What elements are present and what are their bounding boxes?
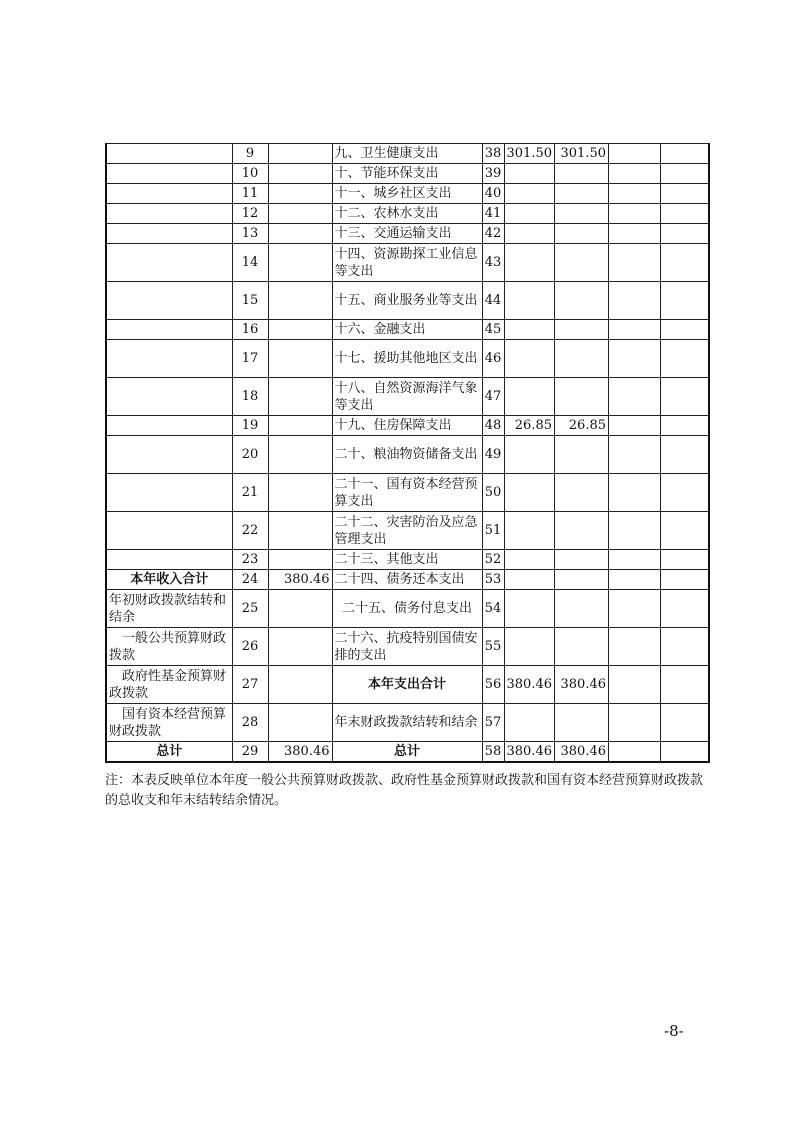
general-budget-amount (555, 164, 609, 184)
income-label: 年初财政拨款结转和结余 (106, 590, 232, 628)
general-budget-amount (555, 204, 609, 224)
expenditure-item: 二十四、债务还本支出 (332, 570, 482, 590)
table-row (106, 590, 709, 628)
empty-cell (661, 590, 709, 628)
expenditure-line-no: 56 (482, 666, 504, 704)
expenditure-line-no: 47 (482, 378, 504, 416)
expenditure-item: 十三、交通运输支出 (332, 224, 482, 244)
expenditure-total (504, 550, 555, 570)
expenditure-total (504, 282, 555, 320)
general-budget-amount: 380.46 (555, 666, 609, 704)
income-label: 一般公共预算财政拨款 (106, 628, 232, 666)
expenditure-total (504, 340, 555, 378)
general-budget-amount: 301.50 (555, 144, 609, 164)
expenditure-line-no: 53 (482, 570, 504, 590)
expenditure-item: 总计 (332, 742, 482, 762)
empty-cell (609, 164, 661, 184)
income-label (106, 340, 232, 378)
expenditure-total (504, 164, 555, 184)
income-amount (268, 512, 332, 550)
income-line-no: 9 (232, 144, 268, 164)
table-footnote: 注：本表反映单位本年度一般公共预算财政拨款、政府性基金预算财政拨款和国有资本经营预算财政拨款的总收支和年末结转结余情况。 (105, 773, 704, 808)
expenditure-line-no: 38 (482, 144, 504, 164)
expenditure-item: 十五、商业服务业等支出 (332, 282, 482, 320)
expenditure-total (504, 378, 555, 416)
empty-cell (609, 512, 661, 550)
table-row (106, 704, 709, 742)
table-row (106, 144, 709, 164)
income-amount (268, 550, 332, 570)
income-label (106, 512, 232, 550)
income-line-no: 10 (232, 164, 268, 184)
income-line-no: 14 (232, 244, 268, 282)
expenditure-line-no: 45 (482, 320, 504, 340)
empty-cell (661, 184, 709, 204)
expenditure-item: 年末财政拨款结转和结余 (332, 704, 482, 742)
expenditure-line-no: 46 (482, 340, 504, 378)
table-row (106, 436, 709, 474)
income-line-no: 18 (232, 378, 268, 416)
expenditure-item: 二十一、国有资本经营预算支出 (332, 474, 482, 512)
general-budget-amount (555, 340, 609, 378)
empty-cell (609, 628, 661, 666)
empty-cell (661, 244, 709, 282)
empty-cell (609, 436, 661, 474)
expenditure-item: 二十、粮油物资储备支出 (332, 436, 482, 474)
income-amount (268, 666, 332, 704)
table-row (106, 244, 709, 282)
empty-cell (609, 378, 661, 416)
income-label (106, 474, 232, 512)
empty-cell (609, 282, 661, 320)
general-budget-amount (555, 474, 609, 512)
income-amount (268, 320, 332, 340)
expenditure-total: 301.50 (504, 144, 555, 164)
income-amount (268, 164, 332, 184)
income-label (106, 320, 232, 340)
empty-cell (661, 282, 709, 320)
table-row (106, 204, 709, 224)
expenditure-item: 本年支出合计 (332, 666, 482, 704)
income-line-no: 28 (232, 704, 268, 742)
empty-cell (609, 590, 661, 628)
expenditure-item: 十四、资源勘探工业信息等支出 (332, 244, 482, 282)
empty-cell (661, 550, 709, 570)
empty-cell (661, 224, 709, 244)
table-row (106, 340, 709, 378)
expenditure-line-no: 58 (482, 742, 504, 762)
empty-cell (609, 320, 661, 340)
expenditure-total (504, 590, 555, 628)
income-line-no: 24 (232, 570, 268, 590)
expenditure-total (504, 204, 555, 224)
general-budget-amount: 26.85 (555, 416, 609, 436)
income-line-no: 11 (232, 184, 268, 204)
expenditure-total (504, 704, 555, 742)
expenditure-line-no: 54 (482, 590, 504, 628)
income-amount (268, 144, 332, 164)
table-row (106, 666, 709, 704)
empty-cell (661, 628, 709, 666)
fiscal-appropriation-table (105, 143, 710, 763)
expenditure-line-no: 55 (482, 628, 504, 666)
expenditure-line-no: 43 (482, 244, 504, 282)
income-line-no: 21 (232, 474, 268, 512)
expenditure-item: 十七、援助其他地区支出 (332, 340, 482, 378)
expenditure-line-no: 41 (482, 204, 504, 224)
general-budget-amount: 380.46 (555, 742, 609, 762)
general-budget-amount (555, 512, 609, 550)
income-label (106, 144, 232, 164)
income-line-no: 29 (232, 742, 268, 762)
expenditure-line-no: 50 (482, 474, 504, 512)
expenditure-line-no: 51 (482, 512, 504, 550)
income-amount: 380.46 (268, 742, 332, 762)
expenditure-item: 二十五、债务付息支出 (332, 590, 482, 628)
general-budget-amount (555, 628, 609, 666)
income-label (106, 550, 232, 570)
income-line-no: 17 (232, 340, 268, 378)
empty-cell (609, 550, 661, 570)
income-line-no: 15 (232, 282, 268, 320)
empty-cell (609, 742, 661, 762)
expenditure-total: 380.46 (504, 742, 555, 762)
income-label: 本年收入合计 (106, 570, 232, 590)
income-label (106, 436, 232, 474)
income-label (106, 244, 232, 282)
expenditure-total (504, 320, 555, 340)
income-label (106, 282, 232, 320)
general-budget-amount (555, 550, 609, 570)
empty-cell (609, 204, 661, 224)
expenditure-total (504, 512, 555, 550)
empty-cell (609, 244, 661, 282)
empty-cell (661, 416, 709, 436)
empty-cell (609, 416, 661, 436)
income-label (106, 416, 232, 436)
empty-cell (609, 666, 661, 704)
empty-cell (661, 340, 709, 378)
expenditure-item: 十一、城乡社区支出 (332, 184, 482, 204)
table-row (106, 416, 709, 436)
expenditure-line-no: 52 (482, 550, 504, 570)
income-label: 国有资本经营预算财政拨款 (106, 704, 232, 742)
income-line-no: 19 (232, 416, 268, 436)
income-amount (268, 184, 332, 204)
expenditure-item: 九、卫生健康支出 (332, 144, 482, 164)
empty-cell (661, 570, 709, 590)
empty-cell (609, 224, 661, 244)
income-amount (268, 282, 332, 320)
empty-cell (661, 704, 709, 742)
income-line-no: 23 (232, 550, 268, 570)
expenditure-line-no: 40 (482, 184, 504, 204)
income-label (106, 378, 232, 416)
expenditure-total (504, 570, 555, 590)
expenditure-total (504, 244, 555, 282)
income-amount (268, 704, 332, 742)
empty-cell (609, 340, 661, 378)
expenditure-total (504, 628, 555, 666)
table-row (106, 320, 709, 340)
income-amount: 380.46 (268, 570, 332, 590)
income-line-no: 25 (232, 590, 268, 628)
empty-cell (609, 144, 661, 164)
expenditure-item: 二十二、灾害防治及应急管理支出 (332, 512, 482, 550)
income-amount (268, 204, 332, 224)
table-row (106, 628, 709, 666)
income-amount (268, 474, 332, 512)
income-line-no: 26 (232, 628, 268, 666)
income-label (106, 204, 232, 224)
expenditure-total (504, 184, 555, 204)
empty-cell (661, 204, 709, 224)
expenditure-total (504, 436, 555, 474)
income-amount (268, 436, 332, 474)
expenditure-item: 十二、农林水支出 (332, 204, 482, 224)
income-line-no: 27 (232, 666, 268, 704)
table-row (106, 224, 709, 244)
income-label: 政府性基金预算财政拨款 (106, 666, 232, 704)
empty-cell (609, 704, 661, 742)
income-amount (268, 416, 332, 436)
expenditure-item: 二十三、其他支出 (332, 550, 482, 570)
general-budget-amount (555, 436, 609, 474)
expenditure-item: 十八、自然资源海洋气象等支出 (332, 378, 482, 416)
income-amount (268, 224, 332, 244)
table-row (106, 570, 709, 590)
expenditure-line-no: 39 (482, 164, 504, 184)
empty-cell (661, 742, 709, 762)
income-line-no: 13 (232, 224, 268, 244)
expenditure-item: 二十六、抗疫特别国债安排的支出 (332, 628, 482, 666)
income-amount (268, 628, 332, 666)
income-label (106, 224, 232, 244)
general-budget-amount (555, 224, 609, 244)
income-label (106, 184, 232, 204)
empty-cell (609, 570, 661, 590)
empty-cell (661, 512, 709, 550)
expenditure-line-no: 44 (482, 282, 504, 320)
empty-cell (609, 474, 661, 512)
income-line-no: 20 (232, 436, 268, 474)
expenditure-line-no: 49 (482, 436, 504, 474)
table-row (106, 378, 709, 416)
table-row (106, 282, 709, 320)
table-row (106, 742, 709, 762)
general-budget-amount (555, 704, 609, 742)
table-row (106, 184, 709, 204)
empty-cell (661, 378, 709, 416)
income-line-no: 22 (232, 512, 268, 550)
general-budget-amount (555, 184, 609, 204)
income-line-no: 12 (232, 204, 268, 224)
general-budget-amount (555, 320, 609, 340)
empty-cell (661, 320, 709, 340)
income-amount (268, 590, 332, 628)
general-budget-amount (555, 282, 609, 320)
table-row (106, 512, 709, 550)
empty-cell (661, 474, 709, 512)
general-budget-amount (555, 244, 609, 282)
expenditure-item: 十、节能环保支出 (332, 164, 482, 184)
expenditure-total (504, 474, 555, 512)
general-budget-amount (555, 378, 609, 416)
table-row (106, 164, 709, 184)
expenditure-line-no: 57 (482, 704, 504, 742)
expenditure-line-no: 48 (482, 416, 504, 436)
general-budget-amount (555, 590, 609, 628)
table-row (106, 474, 709, 512)
expenditure-line-no: 42 (482, 224, 504, 244)
page-number: -8- (664, 1022, 684, 1040)
expenditure-total (504, 224, 555, 244)
table-row (106, 550, 709, 570)
expenditure-item: 十六、金融支出 (332, 320, 482, 340)
general-budget-amount (555, 570, 609, 590)
income-label (106, 164, 232, 184)
expenditure-item: 十九、住房保障支出 (332, 416, 482, 436)
empty-cell (661, 666, 709, 704)
income-amount (268, 378, 332, 416)
empty-cell (661, 436, 709, 474)
empty-cell (609, 184, 661, 204)
empty-cell (661, 144, 709, 164)
income-label: 总计 (106, 742, 232, 762)
income-amount (268, 244, 332, 282)
income-amount (268, 340, 332, 378)
expenditure-total: 380.46 (504, 666, 555, 704)
empty-cell (661, 164, 709, 184)
income-line-no: 16 (232, 320, 268, 340)
expenditure-total: 26.85 (504, 416, 555, 436)
